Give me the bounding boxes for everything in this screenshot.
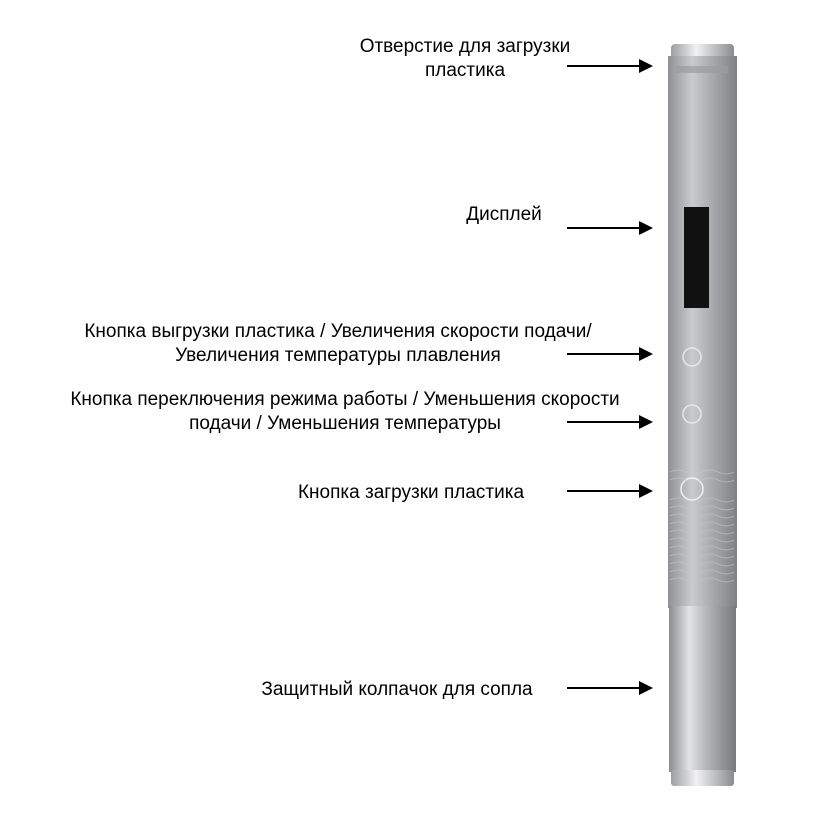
arrow-nozzle-cap (567, 687, 651, 689)
arrow-display (567, 227, 651, 229)
label-nozzle-cap (238, 678, 556, 702)
label-mode-button (28, 388, 662, 436)
label-line: пластика (424, 60, 506, 81)
label-line: Отверстие для загрузки (359, 36, 571, 57)
arrow-mode-button (567, 421, 651, 423)
arrow-load-button (567, 490, 651, 492)
label-line: подачи / Уменьшения температуры (189, 413, 501, 434)
label-line: Защитный колпачок для сопла (261, 679, 533, 700)
label-line: Кнопка выгрузки пластика / Увеличения скорости подачи/ (84, 321, 592, 342)
label-line: Увеличения температуры плавления (175, 345, 501, 366)
arrow-filament-inlet (567, 65, 651, 67)
arrow-unload-button (567, 353, 651, 355)
nozzle-cap (669, 606, 736, 772)
top-engraving (676, 66, 728, 73)
label-display (452, 203, 556, 227)
bottom-ring (671, 770, 734, 786)
label-load-button (278, 481, 544, 505)
label-line: Кнопка загрузки пластика (297, 482, 525, 503)
label-filament-inlet (342, 35, 588, 83)
display-screen (684, 207, 709, 308)
label-line: Кнопка переключения режима работы / Уменьшения скорости (70, 389, 620, 410)
label-line: Дисплей (466, 204, 542, 225)
label-unload-button (38, 320, 638, 368)
pen-body (668, 56, 737, 608)
